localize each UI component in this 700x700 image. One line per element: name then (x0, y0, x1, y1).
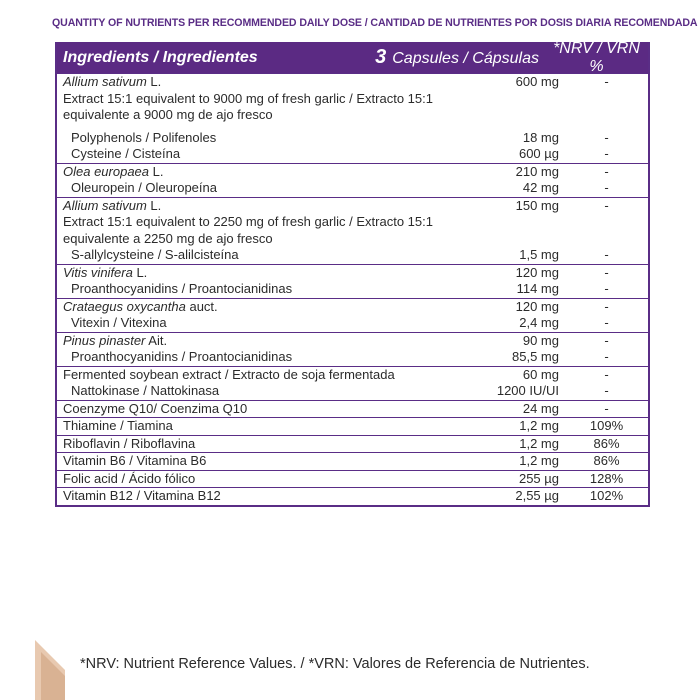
table-row (57, 315, 648, 332)
ingredient-name (57, 198, 461, 215)
nrv-cell: - (604, 163, 609, 179)
table-row (57, 164, 648, 181)
table-row (57, 333, 648, 350)
table-row (57, 471, 648, 488)
nrv-cell: - (604, 180, 609, 195)
table-row (57, 488, 648, 505)
nrv-cell: - (604, 383, 609, 398)
nrv-cell: - (604, 247, 609, 262)
amount-cell: 90 mg (522, 332, 559, 348)
amount-cell: 1,5 mg (519, 247, 559, 262)
header-capsules-number: 3 (375, 46, 387, 68)
nrv-cell: 102% (589, 488, 624, 503)
ingredient-group (57, 487, 648, 505)
table-row (57, 401, 648, 418)
header-ingredients: Ingredients / Ingredientes (63, 48, 258, 66)
ingredient-group (57, 73, 648, 163)
ingredient-name: Fermented soybean extract / Extracto de soja fermentada (63, 366, 395, 382)
ingredient-group (57, 197, 648, 264)
amount-cell: 150 mg (515, 197, 559, 213)
table-row (57, 180, 648, 197)
amount-cell: 2,55 µg (515, 488, 559, 503)
ingredient-name: S-allylcysteine / S-alilcisteína (71, 247, 239, 262)
latin-name: Pinus pinaster (63, 332, 146, 348)
latin-name: Crataegus oxycantha (63, 298, 186, 314)
nrv-cell: - (604, 349, 609, 364)
ingredient-name: Vitexin / Vitexina (71, 315, 167, 330)
table-row (57, 214, 648, 247)
table-row (57, 146, 648, 163)
table-row (57, 198, 648, 215)
nrv-cell: 86% (593, 435, 620, 451)
ingredient-group (57, 452, 648, 470)
table-row (57, 383, 648, 400)
ingredient-name: Coenzyme Q10/ Coenzima Q10 (63, 400, 248, 416)
amount-cell: 114 mg (516, 281, 559, 296)
amount-cell: 600 µg (518, 146, 559, 161)
amount-cell: 1,2 mg (519, 453, 559, 468)
ingredient-name: Riboflavin / Riboflavina (63, 435, 196, 451)
ingredient-name: Nattokinase / Nattokinasa (71, 383, 220, 398)
ingredient-name: Cysteine / Cisteína (71, 146, 181, 161)
ingredient-name: Extract 15:1 equivalent to 2250 mg of fresh garlic / Extracto 15:1 equivalente a 2250 mg de ajo fresco (63, 214, 433, 246)
nrv-cell: - (604, 315, 609, 330)
ingredient-name (57, 164, 461, 181)
amount-cell: 24 mg (522, 400, 559, 416)
ingredient-name (57, 299, 461, 316)
table-row (57, 436, 648, 453)
table-body (57, 73, 648, 505)
nrv-cell: 128% (589, 470, 624, 486)
author-abbrev: Ait. (145, 332, 168, 348)
amount-cell: 255 µg (518, 470, 559, 486)
nrv-cell: - (604, 197, 609, 213)
ingredient-name: Folic acid / Ácido fólico (63, 470, 196, 486)
table-row (57, 418, 648, 435)
table-row (57, 247, 648, 264)
amount-cell: 2,4 mg (519, 315, 559, 330)
nrv-cell: - (604, 298, 609, 314)
header-nrv: *NRV / VRN % (553, 39, 640, 75)
table-row (57, 265, 648, 282)
amount-cell: 1200 IU/UI (496, 383, 559, 398)
ingredient-name: Thiamine / Tiamina (63, 418, 173, 433)
amount-cell: 42 mg (522, 180, 559, 195)
amount-cell: 60 mg (522, 366, 559, 382)
amount-cell: 18 mg (522, 129, 559, 145)
nrv-cell: - (604, 366, 609, 382)
amount-cell: 1,2 mg (519, 418, 559, 433)
ingredient-name (57, 265, 461, 282)
ingredient-name: Proanthocyanidins / Proantocianidinas (71, 281, 293, 296)
amount-cell: 120 mg (515, 264, 559, 280)
amount-cell: 600 mg (515, 74, 559, 89)
ingredient-name: Polyphenols / Polifenoles (71, 129, 217, 145)
amount-cell: 85,5 mg (512, 349, 559, 364)
amount-cell: 1,2 mg (519, 435, 559, 451)
author-abbrev: L. (146, 74, 162, 89)
table-title: QUANTITY OF NUTRIENTS PER RECOMMENDED DAILY DOSE / CANTIDAD DE NUTRIENTES POR DOSIS DIARIA RECOMENDADA (52, 17, 698, 29)
nrv-cell (565, 214, 648, 247)
author-abbrev: L. (146, 197, 162, 213)
latin-name: Vitis vinifera (63, 264, 133, 280)
ingredient-group (57, 435, 648, 453)
ingredient-group (57, 163, 648, 197)
latin-name: Allium sativum (63, 197, 147, 213)
ingredient-name: Vitamin B12 / Vitamina B12 (63, 488, 221, 503)
table-row (57, 299, 648, 316)
ingredient-name: Vitamin B6 / Vitamina B6 (63, 453, 207, 468)
table-row (57, 74, 648, 91)
nrv-cell: - (604, 400, 609, 416)
nrv-cell: - (604, 129, 609, 145)
ingredient-group (57, 417, 648, 435)
nrv-cell: - (604, 264, 609, 280)
table-row (57, 349, 648, 366)
latin-name: Allium sativum (63, 74, 147, 89)
table-row (57, 367, 648, 384)
ingredient-group (57, 332, 648, 366)
ingredient-name: Proanthocyanidins / Proantocianidinas (71, 349, 293, 364)
nrv-cell: - (604, 281, 609, 296)
nutrient-table (55, 39, 650, 507)
amount-cell: 120 mg (515, 298, 559, 314)
table-row (57, 453, 648, 470)
table-row (57, 130, 648, 147)
author-abbrev: auct. (185, 298, 218, 314)
footnote: *NRV: Nutrient Reference Values. / *VRN: Valores de Referencia de Nutrientes. (80, 656, 590, 672)
decorative-corner-shape (35, 640, 65, 700)
header-capsules (363, 46, 545, 69)
table-header (57, 39, 648, 75)
header-capsules-label: Capsules / Cápsulas (392, 50, 539, 67)
table-row (57, 281, 648, 298)
amount-cell (461, 214, 565, 247)
ingredient-group (57, 470, 648, 488)
nrv-cell (565, 91, 648, 124)
nrv-cell: - (604, 74, 609, 89)
latin-name: Olea europaea (63, 163, 150, 179)
ingredient-name: Extract 15:1 equivalent to 9000 mg of fresh garlic / Extracto 15:1 equivalente a 9000 mg de ajo fresco (63, 90, 433, 122)
ingredient-name: Oleuropein / Oleuropeína (71, 180, 217, 195)
amount-cell: 210 mg (515, 163, 559, 179)
ingredient-group (57, 298, 648, 332)
ingredient-group (57, 264, 648, 298)
amount-cell (461, 91, 565, 124)
ingredient-name (57, 333, 461, 350)
ingredient-group (57, 400, 648, 418)
author-abbrev: L. (132, 264, 148, 280)
nrv-cell: 86% (593, 453, 620, 468)
ingredient-group (57, 366, 648, 400)
nrv-cell: - (604, 332, 609, 348)
nrv-cell: - (604, 146, 609, 161)
nrv-cell: 109% (589, 418, 624, 433)
table-row (57, 91, 648, 124)
author-abbrev: L. (149, 163, 164, 179)
ingredient-name (57, 74, 461, 91)
